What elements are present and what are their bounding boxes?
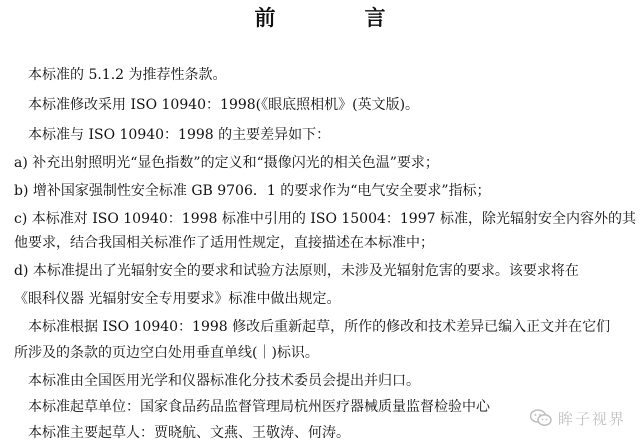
list-item-c-line2: 他要求，结合我国相关标准作了适用性规定，直接描述在本标准中； xyxy=(14,235,434,251)
paragraph-recommended-clause: 本标准的 5.1.2 为推荐性条款。 xyxy=(28,67,227,83)
wechat-logo-icon xyxy=(530,409,552,427)
paragraph-differences-intro: 本标准与 ISO 10940：1998 的主要差异如下： xyxy=(28,127,331,143)
list-item-a: a) 补充出射照明光“显色指数”的定义和“摄像闪光的相关色温”要求； xyxy=(14,155,439,171)
list-item-d-line2: 《眼科仪器 光辐射安全专用要求》标准中做出规定。 xyxy=(14,291,341,307)
document-title: 前 言 xyxy=(254,6,420,30)
paragraph-redrafting-line1: 本标准根据 ISO 10940：1998 修改后重新起草，所作的修改和技术差异已编入正文并在它们 xyxy=(28,319,611,335)
list-item-d-line1: d) 本标准提出了光辐射安全的要求和试验方法原则，未涉及光辐射危害的要求。该要求将在 xyxy=(14,263,579,279)
list-item-b: b) 增补国家强制性安全标准 GB 9706．1 的要求作为“电气安全要求”指标； xyxy=(14,183,491,199)
list-item-c-line1: c) 本标准对 ISO 10940：1998 标准中引用的 ISO 15004：1997 标准，除光辐射安全内容外的其 xyxy=(14,211,636,227)
paragraph-redrafting-line2: 所涉及的条款的页边空白处用垂直单线(｜)标识。 xyxy=(14,345,319,361)
paragraph-main-drafters: 本标准主要起草人：贾晓航、文燕、王敬涛、何涛。 xyxy=(28,425,350,441)
paragraph-proposed-by: 本标准由全国医用光学和仪器标准化分技术委员会提出并归口。 xyxy=(28,373,420,389)
watermark-text: 眸子视界 xyxy=(557,409,626,428)
paragraph-adoption-statement: 本标准修改采用 ISO 10940：1998(《眼底照相机》(英文版)。 xyxy=(28,97,420,113)
paragraph-drafting-organization: 本标准起草单位：国家食品药品监督管理局杭州医疗器械质量监督检验中心 xyxy=(28,399,490,415)
watermark xyxy=(530,406,626,430)
